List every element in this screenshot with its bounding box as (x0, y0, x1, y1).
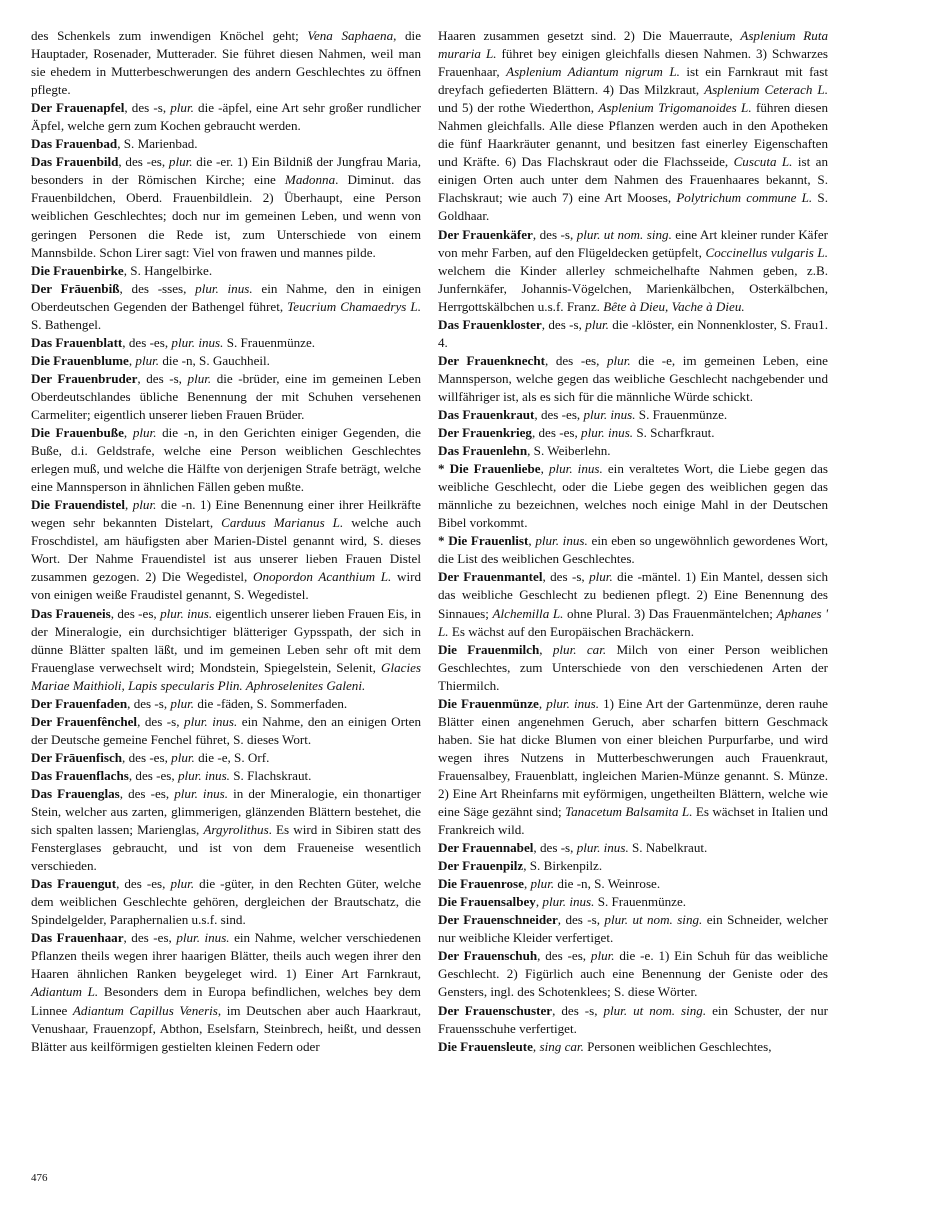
entry-text: , des -s, (127, 695, 171, 711)
right-column (438, 27, 828, 1056)
dictionary-entry (31, 929, 421, 1055)
entry-headword: Das Fraueneis (31, 605, 111, 621)
entry-headword: Der Frauenmantel (438, 569, 543, 585)
entry-italic-term: Bête à Dieu, Vache à Dieu. (603, 298, 745, 314)
entry-headword: Die Frauenbuße (31, 425, 124, 441)
dictionary-entry (438, 839, 828, 857)
entry-text: führet bey einigen gleichfalls diesen Nahmen. 3) Schwarzes Frauenhaar, (438, 46, 828, 80)
entry-text: , des -s, (137, 370, 188, 386)
entry-headword: Die Frauenrose (438, 876, 524, 892)
entry-italic-term: plur. inus. (195, 280, 253, 296)
entry-headword: Das Frauenkloster (438, 316, 542, 332)
entry-italic-term: Onopordon Acanthium L. (253, 569, 392, 585)
entry-italic-term: plur. inus. (177, 767, 230, 783)
entry-text: ein Nahme, welcher verschiedenen Pflanzen theils wegen ihrer haarigen Blätter, theils auch wegen ihrer den Haaren ähnlichen Ranken beygeleget wird. 1) Einer Art Farnkraut, (31, 930, 422, 982)
entry-text: die -n, in den Gerichten einiger Gegenden, die Buße, d.i. Geldstrafe, welche eine Person weiblichen Geschlechtes erlegen muß, und welche die Hälfte von derjenigen Strafe beträgt, welche eine Mannsperson in ähnlichen Fällen geben mußte. (31, 425, 421, 495)
dictionary-entry (31, 875, 421, 929)
dictionary-entry (438, 641, 828, 695)
entry-text: , im Deutschen aber auch Haarkraut, Venushaar, Frauenzopf, Abthon, Eselsfarn, Steinbrech, heißt, und dessen Blätter aus keilförmigen gestielten kleinen Federn oder (31, 1002, 421, 1054)
entry-text: , (532, 1038, 540, 1054)
entry-italic-term: plur. (135, 352, 160, 368)
entry-text: , des -es, (128, 767, 178, 783)
entry-text: , des -es, (544, 352, 607, 368)
dictionary-entry (31, 496, 421, 604)
entry-text: , (538, 695, 547, 711)
entry-text: die -n, S. Gauchheil. (159, 352, 270, 368)
entry-text: die -e, S. Orf. (194, 749, 270, 765)
entry-headword: Die Frauendistel (31, 497, 125, 513)
entry-text: des Schenkels zum inwendigen Knöchel geht; (31, 28, 308, 43)
entry-text: , des -s, (542, 569, 590, 585)
entry-italic-term: plur. inus. (576, 840, 629, 856)
entry-headword: Der Frāuenbiß (31, 280, 120, 296)
entry-text: , die Hauptader, Rosenader, Mutterader. Sie führet diesen Nahmen, weil man sie ehedem in Mutterbeschwerungen des andern Geschlechtes zu öffnen pflegte. (31, 28, 422, 98)
entry-italic-term: sing car. (539, 1038, 584, 1054)
entry-headword: Der Frauenapfel (31, 100, 125, 116)
entry-text: , S. Birkenpilz. (523, 858, 603, 874)
entry-headword: Die Frauenmünze (438, 695, 539, 711)
entry-italic-term: Adiantum L. (31, 984, 99, 1000)
entry-text: die -brüder, eine im gemeinen Leben Oberdeutschlandes übliche Benennung der mit Schuhen versehenen Carmeliter; eigentlich unserer lieben Frauen Brüder. (31, 370, 421, 422)
entry-headword: * Die Frauenliebe (438, 461, 541, 477)
entry-italic-term: plur. (132, 425, 157, 441)
entry-italic-term: Carduus Marianus L. (221, 515, 344, 531)
dictionary-entry (438, 226, 828, 316)
entry-italic-term: plur. inus. (542, 894, 595, 910)
entry-headword: Das Frauenbad (31, 136, 118, 152)
entry-italic-term: Cuscuta L. (733, 154, 793, 170)
entry-text: welche auch Froschdistel, am häufigsten aber Marien-Distel genannt wird, S. dieses Wort. Der Nahme Frauendistel ist aus unserer lieben Frauen Distel zusammen gezogen. 2) Die Wegedistel, (31, 515, 421, 585)
entry-text: , des -s, (532, 226, 577, 242)
entry-italic-term: plur. (170, 876, 195, 892)
entry-headword: Der Frauenfaden (31, 695, 128, 711)
entry-headword: Der Frauenschuster (438, 1002, 553, 1018)
entry-text: , des -s, (124, 100, 171, 116)
entry-text: ohne Plural. 3) Das Frauenmäntelchen; (563, 605, 777, 621)
entry-text: die -er. 1) Ein Bildniß der Jungfrau Maria, besonders in der Römischen Kirche; eine (31, 154, 421, 188)
entry-headword: Der Frauenkrieg (438, 425, 532, 441)
entry-text: die -klöster, ein Nonnenkloster, S. Frau1. 4. (438, 316, 828, 350)
dictionary-entry (438, 875, 828, 893)
entry-text: Es wächst auf den Europäischen Brachäckern. (448, 623, 694, 639)
dictionary-entry (438, 568, 828, 640)
dictionary-entry (438, 442, 828, 460)
dictionary-entry (438, 316, 828, 352)
entry-text: die -n. 1) Eine Benennung einer ihrer Heilkräfte wegen sehr bekannten Distelart, (31, 497, 421, 531)
entry-italic-term: Teucrium Chamaedrys L. (287, 298, 421, 314)
entry-italic-term: Alchemilla L. (492, 605, 564, 621)
entry-italic-term: plur. ut nom. sing. (576, 226, 672, 242)
entry-headword: Die Frauensalbey (438, 894, 536, 910)
entry-text: eine Art kleiner runder Käfer von mehr Farben, auf den Flügeldecken getüpfelt, (438, 226, 829, 260)
dictionary-entry (438, 424, 828, 442)
entry-headword: Der Frauenschneider (438, 912, 558, 928)
entry-text: ein Nahme, den in einigen Oberdeutschen Gegenden der Bathengel führet, (31, 280, 422, 314)
entry-text: eigentlich unserer lieben Frauen Eis, in der Mineralogie, ein durchsichtiger blätteriger Gypsspath, der sich in dünne Blätter spalten läßt, und im gemeinen Leben sehr oft mit dem Frauenglase verwechselt wird; Mondstein, Spiegelstein, Selenit, (31, 605, 421, 675)
entry-text: , (535, 894, 543, 910)
entry-text: , (540, 461, 549, 477)
dictionary-entry (438, 947, 828, 1001)
entry-italic-term: Madonna (284, 172, 336, 188)
entry-text: ein eben so ungewöhnlich gewordenes Wort, die List des weiblichen Geschlechtes. (438, 533, 829, 567)
entry-italic-term: Asplenium Adiantum nigrum L. (506, 64, 680, 80)
dictionary-entry (438, 893, 828, 911)
dictionary-entry (31, 767, 421, 785)
entry-text: S. Scharfkraut. (633, 425, 715, 441)
entry-text: ist an einigen Orten auch unter dem Nahmen des Frauenhaares bekannt, S. Flachskraut; wie auch 7) eine Art Mooses, (438, 154, 829, 206)
entry-text: , (539, 641, 553, 657)
entry-headword: Der Frauenknecht (438, 352, 545, 368)
entry-italic-term: plur. (606, 352, 631, 368)
entry-headword: Das Frauenlehn (438, 443, 528, 459)
entry-text: S. Bathengel. (31, 316, 102, 332)
page-number: 476 (31, 1172, 48, 1184)
dictionary-entry (31, 153, 421, 261)
entry-headword: Der Frauenkäfer (438, 226, 533, 242)
dictionary-entry (438, 532, 828, 568)
dictionary-entry (438, 27, 828, 226)
dictionary-entry (31, 605, 421, 695)
entry-text: S. Frauenmünze. (635, 406, 728, 422)
dictionary-entry (438, 460, 828, 532)
entry-headword: Die Frauenbirke (31, 262, 124, 278)
entry-text: Milch von einer Person weiblichen Geschlechtes, zum Unterschiede von den verschiedenen Arten der Thiermilch. (438, 641, 828, 693)
entry-text: , des -es, (531, 425, 582, 441)
entry-text: ein Schneider, welcher nur weibliche Kleider verfertiget. (438, 912, 828, 946)
entry-italic-term: plur. (590, 948, 615, 964)
entry-text: die -n, S. Weinrose. (554, 876, 661, 892)
entry-text: , des -s, (137, 713, 185, 729)
dictionary-entry (438, 857, 828, 875)
entry-text: Besonders dem in Europa befindlichen, welches bey dem Linnee (31, 984, 421, 1018)
entry-italic-term: Glacies Mariae Maithioli, Lapis specularis Plin. Aphroselenites Galeni. (31, 659, 421, 693)
entry-italic-term: plur. inus. (535, 533, 588, 549)
entry-text: . Diminut. das Frauenbildchen, Oberd. Frauenbildlein. 2) Überhaupt, eine Person weiblichen Geschlechtes; doch nur im gemeinen Leben, und wenn von geringen Personen die Rede ist, zum Unterschiede von einem Mannsbilde. Schon Lirer sagt: Viel von frawen und mannes pilde. (31, 172, 421, 260)
entry-text: , (124, 497, 133, 513)
entry-text: S. Frauenmünze. (223, 334, 316, 350)
entry-italic-term: Vena Saphaena (307, 28, 394, 43)
dictionary-entry (438, 911, 828, 947)
entry-text: S. Nabelkraut. (628, 840, 708, 856)
dictionary-entry (31, 334, 421, 352)
entry-text: , (523, 876, 531, 892)
entry-text: die -fäden, S. Sommerfaden. (194, 695, 348, 711)
entry-text: , des -es, (116, 876, 171, 892)
dictionary-entry (31, 262, 421, 280)
dictionary-entry (31, 135, 421, 153)
entry-headword: Das Frauenkraut (438, 406, 535, 422)
entry-text: S. Goldhaar. (438, 190, 828, 224)
entry-italic-term: Asplenium Ruta muraria L. (438, 28, 828, 62)
entry-text: , des -s, (533, 840, 577, 856)
dictionary-entry (31, 99, 421, 135)
entry-text: , des -s, (557, 912, 605, 928)
dictionary-entry (31, 352, 421, 370)
dictionary-entry (31, 785, 421, 875)
entry-headword: Die Frauenmilch (438, 641, 540, 657)
entry-italic-term: Asplenium Ceterach L. (704, 82, 828, 98)
entry-text: , des -es, (118, 154, 169, 170)
dictionary-entry (438, 695, 828, 839)
entry-text: , des -es, (534, 406, 584, 422)
entry-text: die -güter, in den Rechten Güter, welche dem weiblichen Geschlechte gehören, dergleichen der Brautschatz, die Spindelgelder, Paraphernalien u.s.f. sind. (31, 876, 421, 928)
entry-text: , des -s, (541, 316, 586, 332)
entry-italic-term: plur. (585, 316, 609, 332)
left-column (31, 27, 421, 1056)
entry-italic-term: plur. car. (552, 641, 607, 657)
entry-headword: Das Frauengut (31, 876, 117, 892)
entry-italic-term: plur. inus. (583, 406, 636, 422)
entry-text: , des -es, (122, 334, 172, 350)
entry-text: die -mäntel. 1) Ein Mantel, dessen sich das weibliche Geschlecht zu bedienen pflegt. 2) Eine Benennung des Sinnaues; (438, 569, 828, 621)
dictionary-entry (31, 27, 421, 99)
entry-text: ein Nahme, den an einigen Orten der Deutsche gemeine Fenchel führet, S. dieses Wort. (31, 713, 421, 747)
dictionary-entry (438, 352, 828, 406)
entry-text: Es wächset in Italien und Frankreich wild. (438, 804, 828, 838)
entry-italic-term: Aphanes ' L. (438, 605, 828, 639)
entry-italic-term: Polytrichum commune L. (676, 190, 813, 206)
entry-text: S. Frauenmünze. (594, 894, 687, 910)
entry-text: welchem die Kinder allerley schmeichelhafte Nahmen geben, z.B. Junfernkäfer, Johannis-Vögelchen, Marienkälbchen, Osterkälbchen, Herrgottskälbchen u.s.f. Franz. (438, 262, 828, 314)
dictionary-entry (438, 406, 828, 424)
dictionary-entry (438, 1002, 828, 1038)
entry-headword: * Die Frauenlist (438, 533, 529, 549)
entry-italic-term: plur. inus. (546, 695, 600, 711)
entry-text: , (128, 352, 136, 368)
entry-text: S. Flachskraut. (229, 767, 312, 783)
entry-text: 1) Eine Art der Gartenmünze, deren rauhe Blätter einen angenehmen Geruch, aber scharfen bittern Geschmack haben. Sie hat dicke Blumen von einer bleichen Purpurfarbe, und wird wegen ihres Nutzens in Mutterbeschwerungen auch Frauenkraut, Frauensalbey, Frauenblatt, ingleichen Marien-Münze genannt. S. Münze. 2) Eine Art Rheinfarns mit eyförmigen, ungetheilten Blättern, welche wie eine Säge gezähnt sind; (438, 695, 828, 820)
entry-italic-term: plur. (187, 370, 212, 386)
dictionary-entry (31, 749, 421, 767)
entry-text: und 5) der rothe Wiederthon, (438, 100, 599, 116)
entry-headword: Der Frāuenfisch (31, 749, 123, 765)
entry-headword: Der Frauenschuh (438, 948, 538, 964)
entry-headword: Der Frauennabel (438, 840, 534, 856)
entry-text: , des -es, (537, 948, 591, 964)
dictionary-entry (31, 424, 421, 496)
entry-text: , S. Hangelbirke. (123, 262, 213, 278)
entry-text: die -e. 1) Ein Schuh für das weibliche Geschlecht. 2) Figürlich auch eine Benennung der Geniste oder des Gensters, ingl. des Schotenklees; S. diese Wörter. (438, 948, 828, 1000)
entry-italic-term: plur. (589, 569, 613, 585)
entry-text: , des -es, (123, 930, 177, 946)
entry-italic-term: plur. inus. (581, 425, 634, 441)
entry-headword: Die Frauenblume (31, 352, 129, 368)
entry-italic-term: plur. inus. (174, 785, 229, 801)
entry-italic-term: plur. (170, 695, 195, 711)
entry-text: die -äpfel, eine Art sehr großer rundlicher Äpfel, welche gern zum Kochen gebraucht werden. (31, 100, 421, 134)
dictionary-entry (31, 280, 421, 334)
entry-italic-term: plur. (530, 876, 555, 892)
entry-text: , des -es, (122, 749, 172, 765)
entry-text: wird von einigen weiße Fraudistel genannt, S. Wegedistel. (31, 569, 421, 603)
entry-headword: Der Frauenpilz (438, 858, 524, 874)
entry-text: , S. Marienbad. (117, 136, 198, 152)
entry-italic-term: plur. ut nom. sing. (604, 912, 703, 928)
entry-italic-term: Adiantum Capillus Veneris (72, 1002, 218, 1018)
entry-italic-term: plur. ut nom. sing. (603, 1002, 707, 1018)
dictionary-entry (31, 370, 421, 424)
entry-italic-term: plur. inus. (171, 334, 224, 350)
entry-italic-term: plur. inus. (184, 713, 238, 729)
entry-text: ist ein Farnkraut mit fast dreyfach gefiederten Blättern. 4) Das Milzkraut, (438, 64, 828, 98)
entry-headword: Der Frauenfênchel (31, 713, 138, 729)
entry-text: , des -es, (110, 605, 161, 621)
entry-italic-term: Tanacetum Balsamita L. (565, 804, 693, 820)
entry-text: , (123, 425, 133, 441)
dictionary-entry (31, 713, 421, 749)
dictionary-entry (31, 695, 421, 713)
entry-text: , des -sses, (119, 280, 196, 296)
entry-italic-term: plur. (168, 154, 193, 170)
entry-headword: Die Frauensleute (438, 1038, 533, 1054)
entry-text: führen diesen Nahmen gleichfalls. Alle diese Pflanzen werden auch in den Apotheken die fünf Haarkräuter genannt, und besitzen fast einerley Eigenschaften und Kräfte. 6) Das Flachskraut oder die Flachsseide, (438, 100, 829, 170)
entry-text: Personen weiblichen Geschlechtes, (583, 1038, 772, 1054)
entry-italic-term: Coccinellus vulgaris L. (705, 244, 828, 260)
entry-text: . Es wird in Sibiren statt des Fensterglases gebraucht, und ist von dem Fraueneise wesentlich verschieden. (31, 822, 421, 874)
entry-text: die -e, im gemeinen Leben, eine Mannsperson, welche gegen das weibliche Geschlecht nachgebender und willfähriger ist, als es sich für die männliche Würde schickt. (438, 352, 828, 404)
entry-italic-term: plur. (171, 749, 195, 765)
entry-italic-term: plur. (132, 497, 157, 513)
entry-text: Haaren zusammen gesetzt sind. 2) Die Mauerraute, (438, 28, 741, 43)
entry-italic-term: plur. inus. (176, 930, 230, 946)
entry-text: , (528, 533, 536, 549)
entry-italic-term: plur. inus. (548, 461, 603, 477)
entry-text: , des -es, (119, 785, 175, 801)
entry-text: ein veraltetes Wort, die Liebe gegen das weibliche Geschlecht, oder die Liebe gegen des weiblichen gegen das männliche zu bezeichnen, welches noch einige Mahl in der Deutschen Bibel vorkommt. (438, 461, 828, 531)
entry-text: , des -s, (552, 1002, 604, 1018)
entry-text: in der Mineralogie, ein thonartiger Stein, welcher aus zarten, glimmerigen, glänzenden Blättern bestehet, die sich spalten lassen; Marienglas, (31, 785, 422, 838)
entry-italic-term: Argyrolithus (203, 822, 269, 838)
entry-headword: Das Frauenglas (31, 785, 120, 801)
dictionary-entry (438, 1038, 828, 1056)
entry-italic-term: plur. inus. (160, 605, 213, 621)
entry-headword: Der Frauenbruder (31, 370, 138, 386)
entry-headword: Das Frauenblatt (31, 334, 123, 350)
entry-text: , S. Weiberlehn. (527, 443, 611, 459)
entry-headword: Das Frauenbild (31, 154, 119, 170)
entry-text: ein Schuster, der nur Frauensschuhe verfertiget. (438, 1002, 829, 1036)
entry-italic-term: plur. (170, 100, 194, 116)
entry-headword: Das Frauenhaar (31, 930, 124, 946)
entry-italic-term: Asplenium Trigomanoides L. (598, 100, 752, 116)
entry-headword: Das Frauenflachs (31, 767, 129, 783)
